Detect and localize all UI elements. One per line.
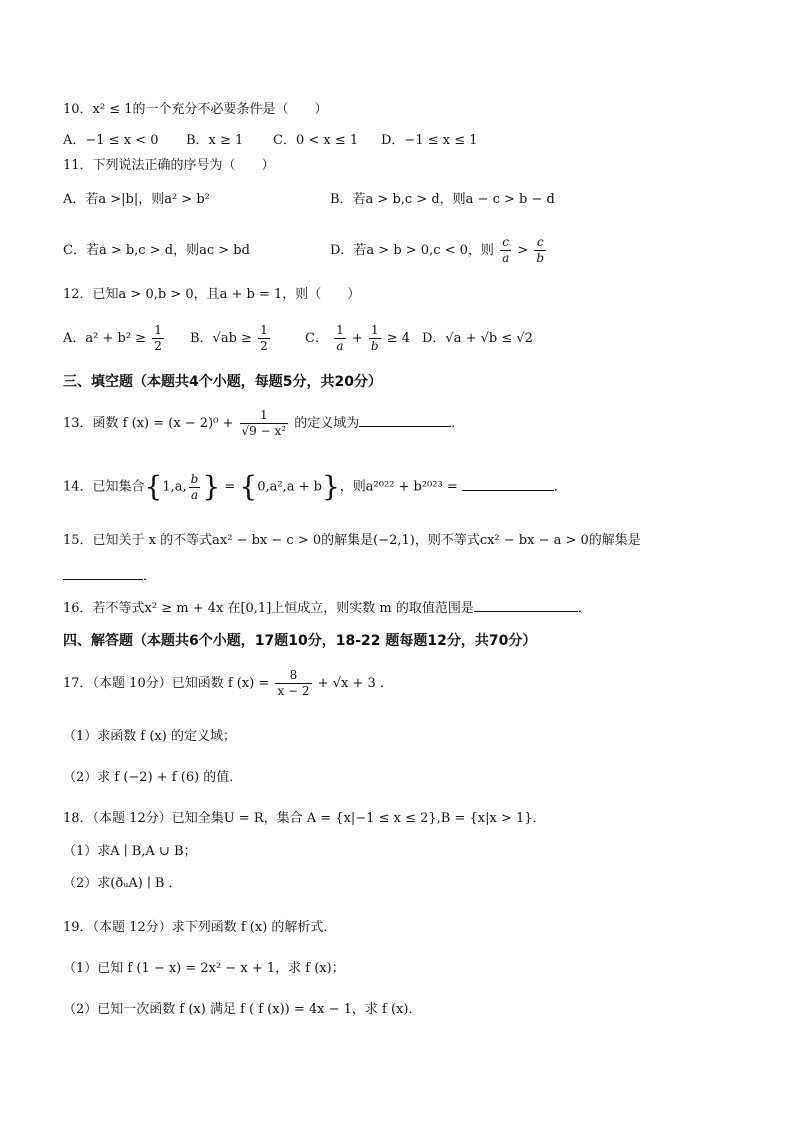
q14-set-a: 1,a, <box>162 479 187 495</box>
q11-option-a: A．若a >|b|，则a² > b² <box>63 192 210 207</box>
q16-end: ． <box>577 601 591 616</box>
q14-left-brace-2-icon: { <box>239 470 258 503</box>
q12-option-a-text: A．a² + b² ≥ <box>63 331 147 346</box>
q19-stem: 19．（本题 12分）求下列函数 f (x) 的解析式． <box>63 920 337 935</box>
q10-option-b: B．x ≥ 1 <box>186 133 244 148</box>
q11-stem: 11．下列说法正确的序号为（ ） <box>63 158 275 173</box>
q14 <box>63 464 567 511</box>
q10-option-d: D．−1 ≤ x ≤ 1 <box>381 133 478 148</box>
q12-option-a <box>63 320 166 358</box>
q14-equals: = <box>224 479 236 495</box>
q14-answer-blank[interactable] <box>462 476 554 491</box>
q14-tail: ，则a²⁰²² + b²⁰²³ = <box>339 479 458 495</box>
q12-option-c-plus: + <box>351 331 363 346</box>
q13-end: ． <box>451 416 465 431</box>
q17-suffix: + √x + 3 ． <box>317 676 393 691</box>
q14-end: ． <box>553 479 567 495</box>
section-3-heading: 三、填空题（本题共4个小题，每题5分，共20分） <box>63 374 382 390</box>
q17-prefix: 17．（本题 10分）已知函数 f (x) = <box>63 676 270 691</box>
q12-option-c <box>305 320 410 358</box>
q15-line-1: 15．已知关于 x 的不等式ax² − bx − c > 0的解集是(−2,1)，则不等式cx² − bx − a > 0的解集是 <box>63 533 641 548</box>
q14-fraction: $\frac{b}{a}$ <box>190 471 199 502</box>
q12-option-a-fraction: $\frac{1}{2}$ <box>154 323 162 353</box>
q14-right-brace-icon: } <box>202 470 221 503</box>
q18-part-2: （2）求(ðᵤA) ∣ B ． <box>63 876 182 891</box>
q11-option-d-fraction-1: $\frac{c}{a}$ <box>502 235 510 265</box>
q12-option-c-fraction-1: $\frac{1}{a}$ <box>336 323 344 353</box>
q12-option-b <box>190 320 272 358</box>
q14-right-brace-2-icon: } <box>321 470 340 503</box>
q12-option-c-fraction-2: $\frac{1}{b}$ <box>370 323 379 353</box>
q15-line-2 <box>63 565 156 587</box>
q14-set-b: 0,a²,a + b <box>257 479 322 495</box>
q14-left-brace-icon: { <box>144 470 163 503</box>
q19-part-1: （1）已知 f (1 − x) = 2x² − x + 1，求 f (x)； <box>63 961 345 976</box>
q10-option-c: C．0 < x ≤ 1 <box>273 133 359 148</box>
q17-fraction: $\frac{8}{x - 2}$ <box>277 668 310 698</box>
q11-option-c: C．若a > b,c > d，则ac > bd <box>63 243 250 258</box>
q11-option-d-fraction-2: $\frac{c}{b}$ <box>536 235 545 265</box>
q17-part-2: （2）求 f (−2) + f (6) 的值． <box>63 770 243 785</box>
q12-option-c-label: C． <box>305 331 328 346</box>
section-4-heading: 四、解答题（本题共6个小题，17题10分，18-22 题每题12分，共70分） <box>63 633 537 649</box>
q18-stem: 18．（本题 12分）已知全集U = R，集合 A = {x|−1 ≤ x ≤ 2},B = {x|x > 1}． <box>63 811 546 826</box>
q13-answer-blank[interactable] <box>359 412 451 427</box>
q14-prefix: 14．已知集合 <box>63 479 145 495</box>
q11-option-d-greater: > <box>517 243 529 258</box>
q18-part-1: （1）求A ∣ B,A ∪ B； <box>63 844 197 859</box>
q10-stem: 10．x² ≤ 1的一个充分不必要条件是（ ） <box>63 102 328 117</box>
q11-option-b: B．若a > b,c > d，则a − c > b − d <box>330 192 555 207</box>
q11-option-d-prefix: D．若a > b > 0,c < 0，则 <box>330 243 494 258</box>
q12-option-b-text: B．√ab ≥ <box>190 331 252 346</box>
q19-part-2: （2）已知一次函数 f (x) 满足 f ( f (x)) = 4x − 1，求 f (x)． <box>63 1002 422 1017</box>
q12-option-d: D．√a + √b ≤ √2 <box>422 331 533 346</box>
q12-option-b-fraction: $\frac{1}{2}$ <box>260 323 268 353</box>
q15-end: ． <box>143 569 157 584</box>
q16-text: 16．若不等式x² ≥ m + 4x 在[0,1]上恒成立，则实数 m 的取值范围是 <box>63 601 474 616</box>
q17-part-1: （1）求函数 f (x) 的定义域； <box>63 729 236 744</box>
q13-fraction: $\frac{1}{\text{√9 − x²}}$ <box>241 408 287 438</box>
q11-option-d <box>330 232 548 270</box>
q12-stem: 12．已知a > 0,b > 0，且a + b = 1，则（ ） <box>63 287 361 302</box>
q12-option-c-tail: ≥ 4 <box>386 331 411 346</box>
q15-answer-blank[interactable] <box>63 565 143 580</box>
q13-suffix: 的定义域为 <box>294 416 360 431</box>
q16 <box>63 597 591 619</box>
q10-option-a: A．−1 ≤ x < 0 <box>63 133 159 148</box>
q16-answer-blank[interactable] <box>474 597 578 612</box>
q13-prefix: 13．函数 f (x) = (x − 2)⁰ + <box>63 416 234 431</box>
q13 <box>63 405 464 443</box>
q17-stem <box>63 663 393 705</box>
